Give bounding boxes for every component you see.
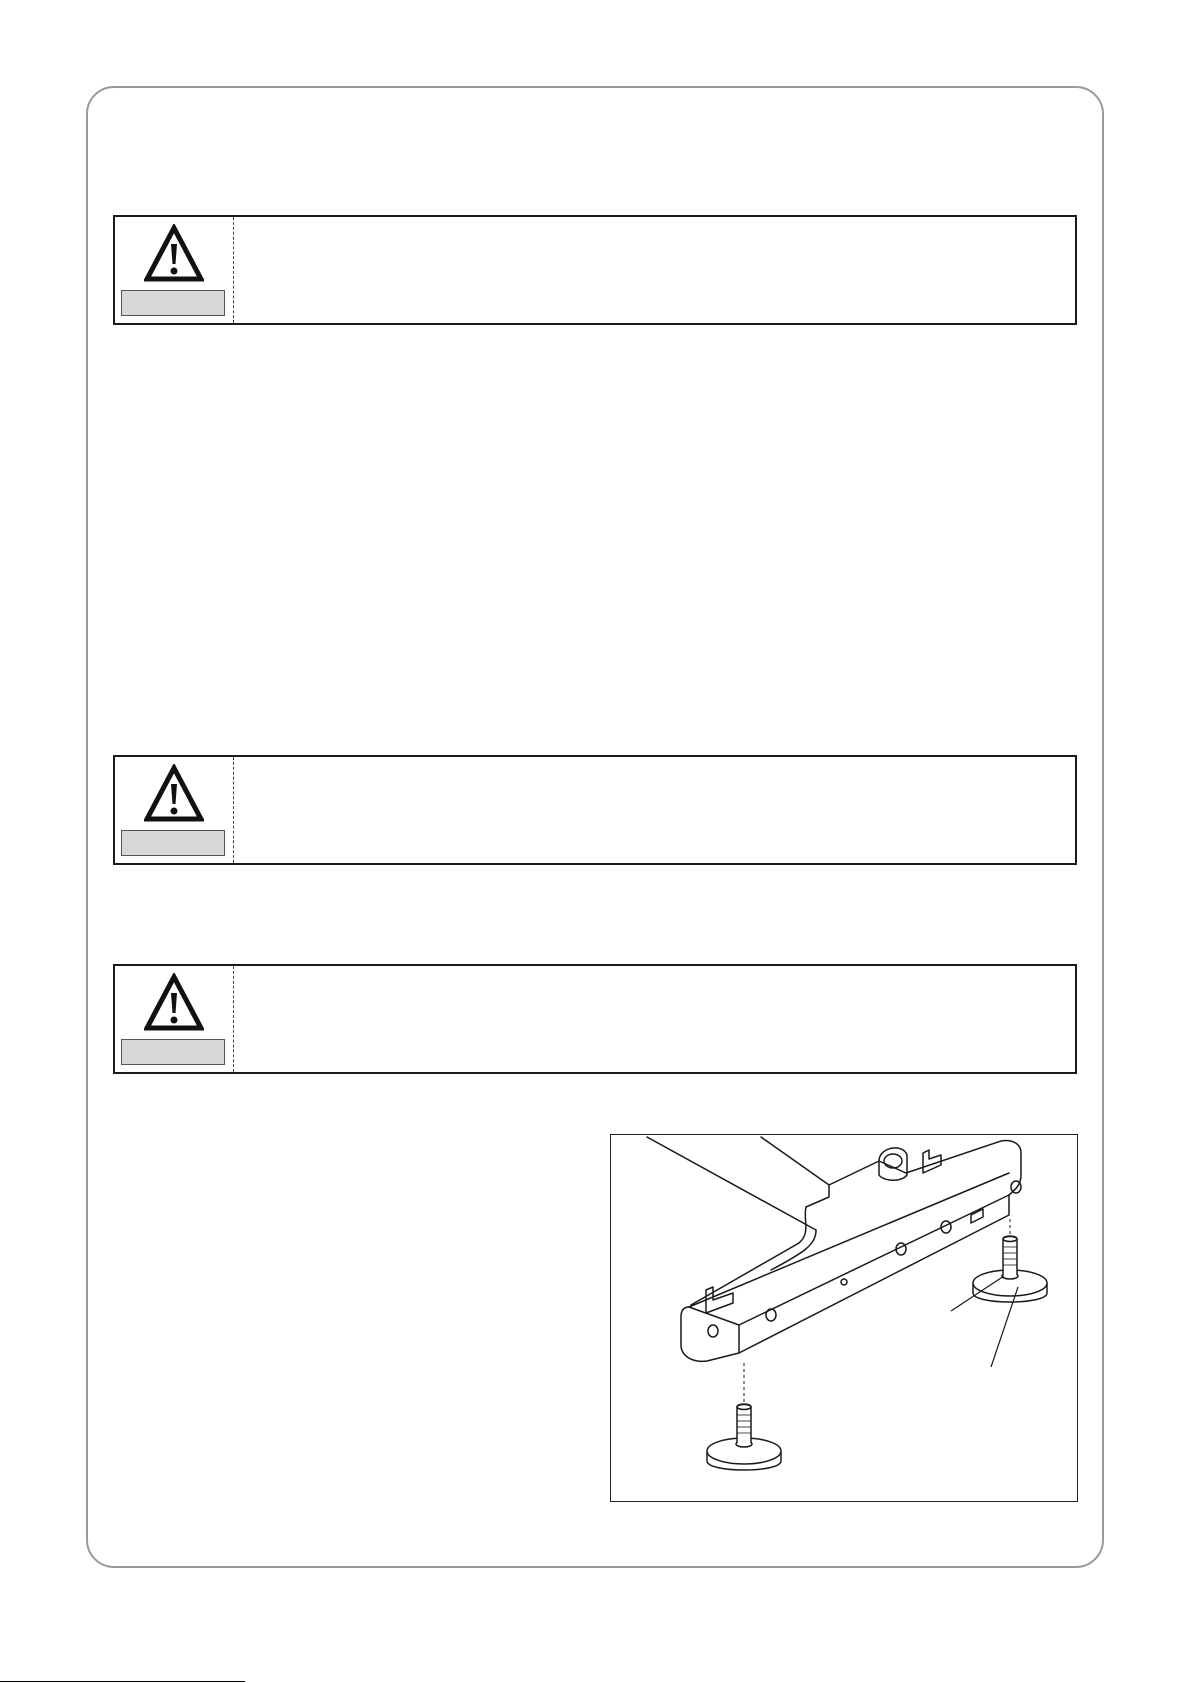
warning-icon-cell [115,966,234,1072]
base-frame-drawing [611,1135,1078,1502]
warning-icon-cell [115,217,234,323]
leveling-feet-illustration [610,1134,1078,1502]
warning-icon-cell [115,757,234,863]
warning-triangle-icon [144,764,204,824]
warning-box [113,964,1077,1074]
warning-label [121,830,225,856]
warning-triangle-icon [144,224,204,284]
warning-label [121,1039,225,1065]
warning-label [121,290,225,316]
warning-triangle-icon [144,973,204,1033]
warning-box [113,215,1077,325]
warning-box [113,755,1077,865]
footer-rule [0,1681,245,1682]
